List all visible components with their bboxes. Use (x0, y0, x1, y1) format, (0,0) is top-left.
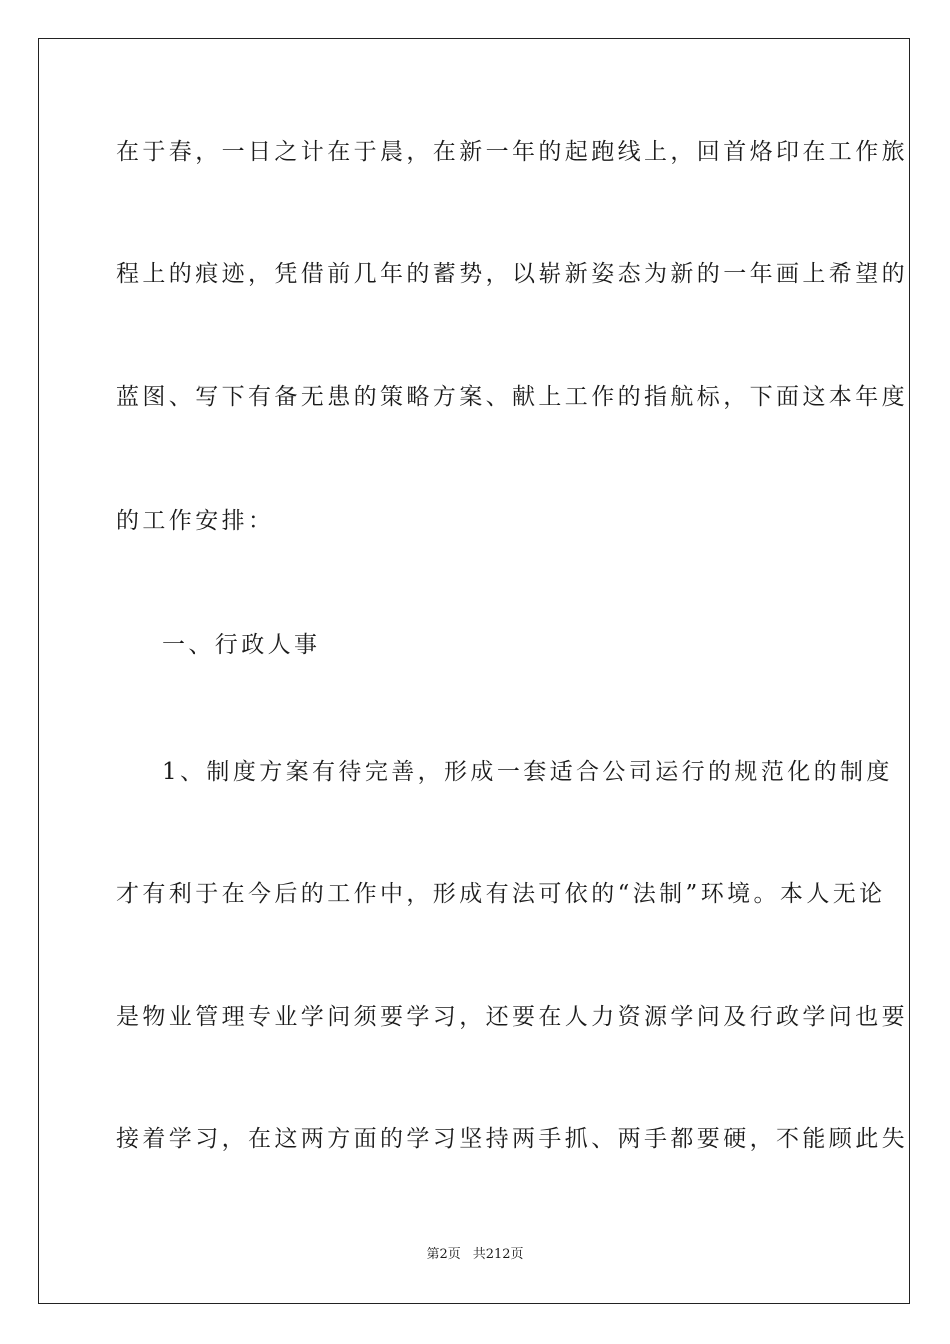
body-text-line: 才有利于在今后的工作中，形成有法可依的“法制”环境。本人无论 (116, 881, 886, 907)
body-text-line: 在于春，一日之计在于晨，在新一年的起跑线上，回首烙印在工作旅 (116, 139, 908, 165)
page-footer (0, 1246, 950, 1264)
body-text-line: 接着学习，在这两方面的学习坚持两手抓、两手都要硬，不能顾此失 (116, 1126, 908, 1152)
body-text-line: 蓝图、写下有备无患的策略方案、献上工作的指航标，下面这本年度 (116, 384, 908, 410)
body-text-line: 是物业管理专业学问须要学习，还要在人力资源学问及行政学问也要 (116, 1004, 908, 1030)
body-text-line: 的工作安排： (116, 508, 275, 534)
section-heading: 一、行政人事 (162, 632, 321, 658)
body-text-line: 1、制度方案有待完善，形成一套适合公司运行的规范化的制度 (162, 759, 893, 785)
body-text-line: 程上的痕迹，凭借前几年的蓄势，以崭新姿态为新的一年画上希望的 (116, 261, 908, 287)
page-total: 共212页 (472, 1247, 524, 1262)
page-border (38, 38, 910, 1304)
page-number: 第2页 (426, 1247, 461, 1262)
